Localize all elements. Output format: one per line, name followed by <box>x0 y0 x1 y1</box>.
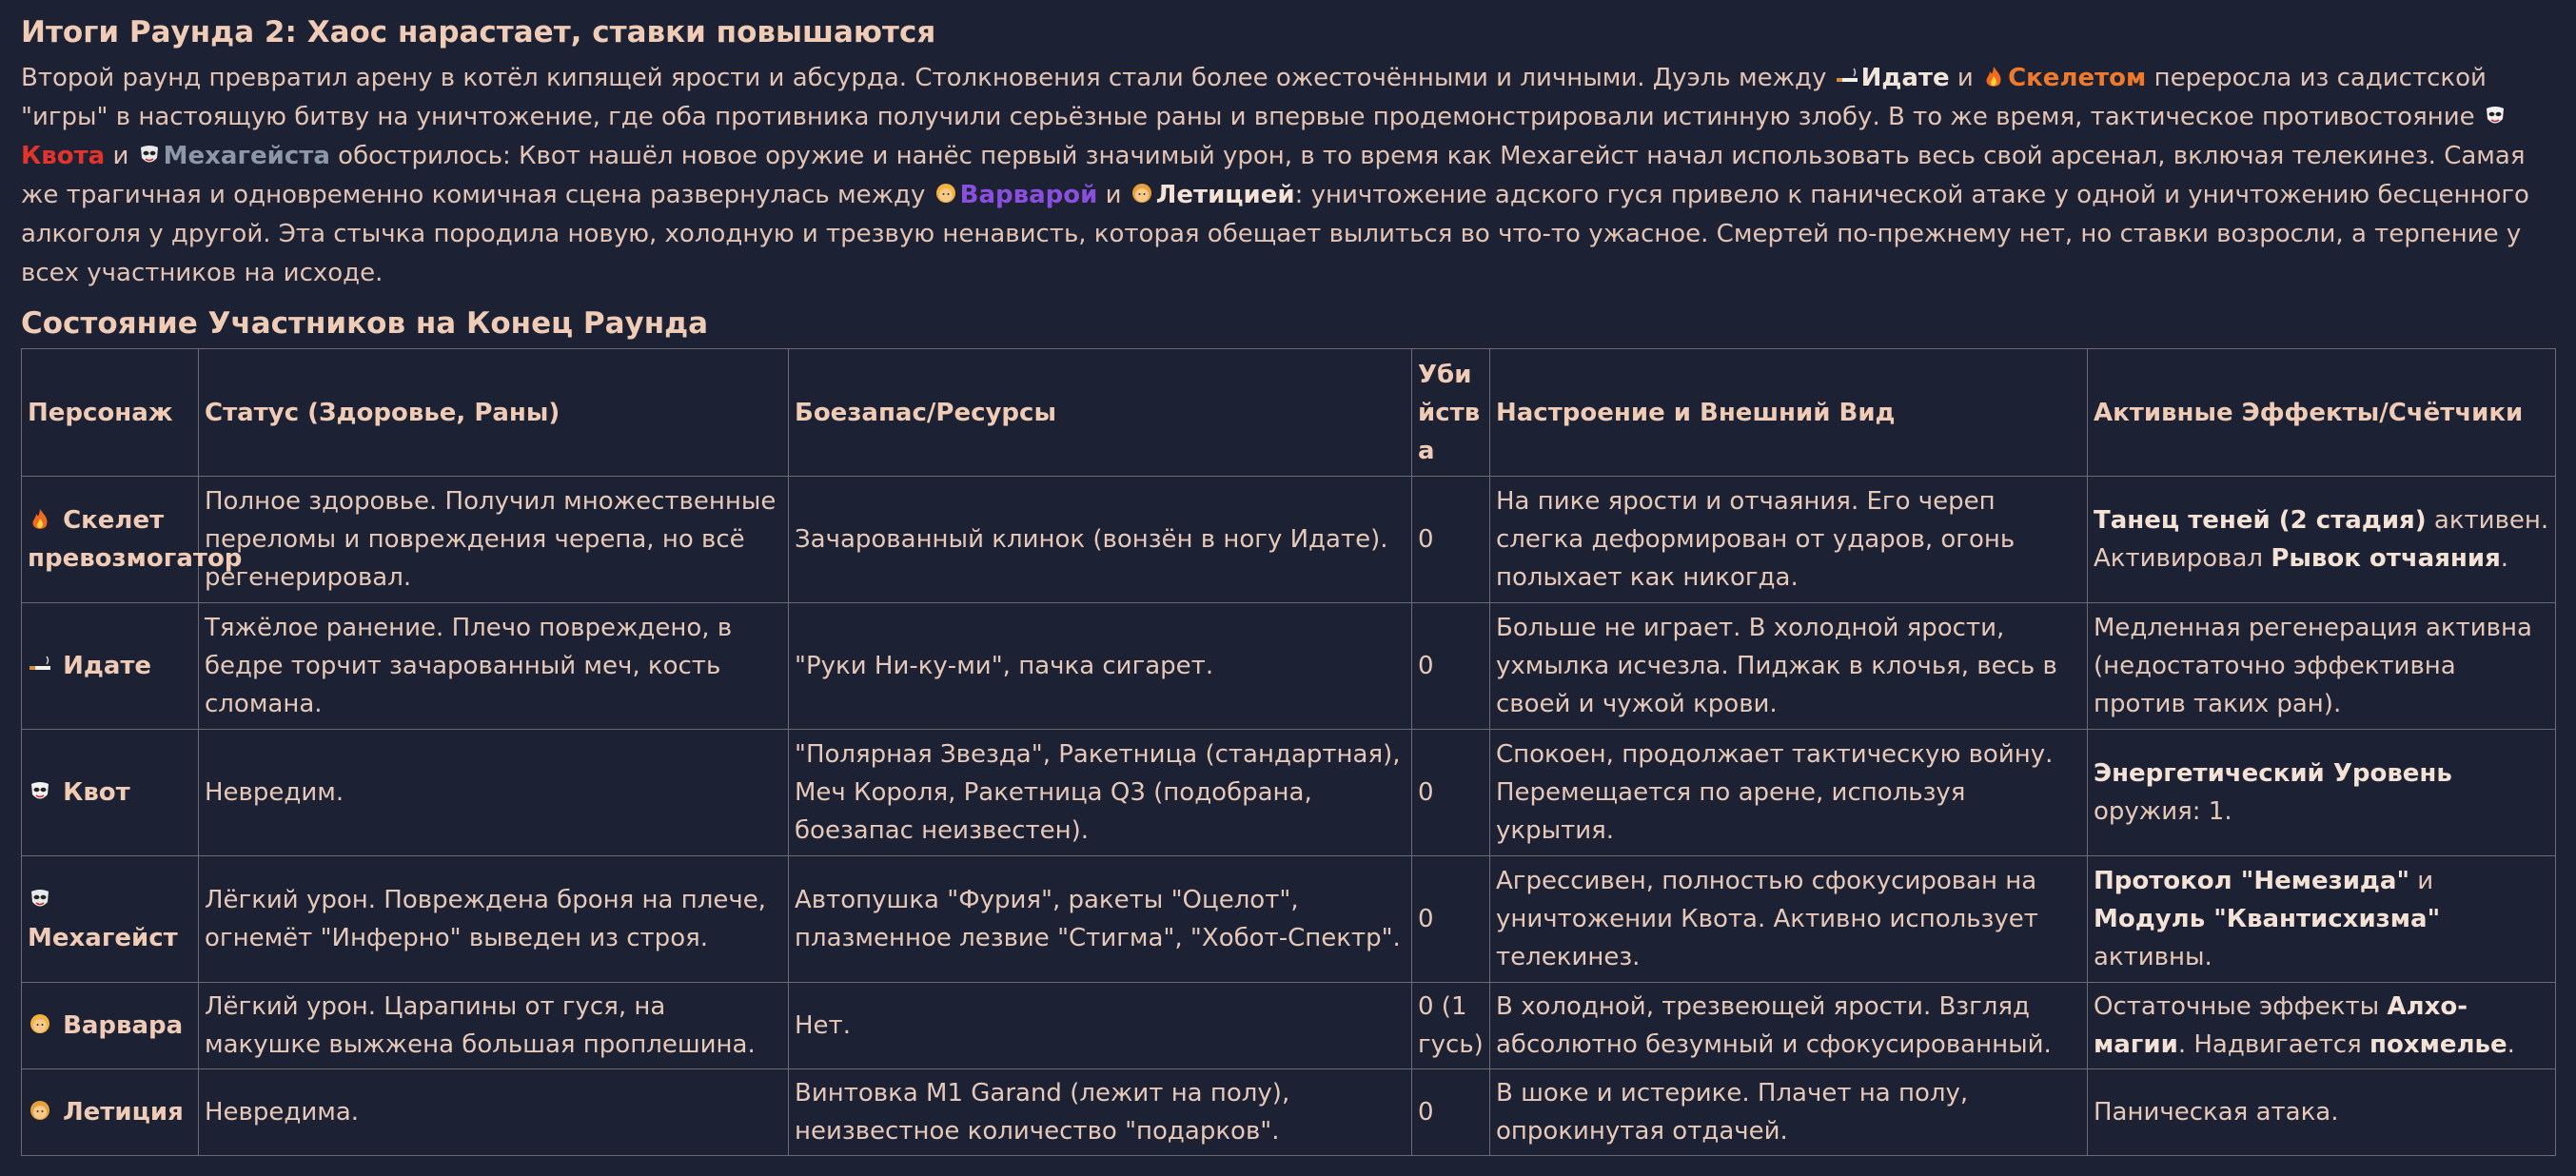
summary-text: и <box>105 142 137 170</box>
effect-text: активен. Активировал <box>2094 506 2549 573</box>
status-cell: Лёгкий урон. Повреждена броня на плече, огнемёт "Инферно" выведен из строя. <box>199 856 789 983</box>
summary-text: Второй раунд превратил арену в котёл кипящей ярости и абсурда. Столкновения стали более ожесточёнными и личными. Дуэль между <box>21 64 1835 92</box>
mood-cell: В шоке и истерике. Плачет на полу, опрокинутая отдачей. <box>1490 1069 2088 1156</box>
character-name: Идате <box>63 652 152 680</box>
table-row <box>22 730 2556 856</box>
woman-icon <box>28 1012 52 1037</box>
effect-text: . Надвигается <box>2177 1030 2370 1059</box>
header-mood: Настроение и Внешний Вид <box>1490 349 2088 477</box>
effects-cell <box>2088 983 2556 1069</box>
round-heading: Итоги Раунда 2: Хаос нарастает, ставки повышаются <box>21 15 936 49</box>
character-cell <box>22 1069 199 1156</box>
mood-cell: Агрессивен, полностью сфокусирован на уничтожении Квота. Активно использует телекинез. <box>1490 856 2088 983</box>
effect-name: Танец теней (2 стадия) <box>2094 506 2427 535</box>
round-summary <box>21 59 2555 293</box>
summary-text: и <box>1949 64 1982 92</box>
girl-icon <box>28 1099 52 1124</box>
fire-icon <box>1981 65 2006 89</box>
fire-icon <box>28 507 52 532</box>
ammo-cell: "Полярная Звезда", Ракетница (стандартная), Меч Короля, Ракетница Q3 (подобрана, боезапас неизвестен). <box>789 730 1412 856</box>
effect-name: похмелье <box>2369 1030 2507 1059</box>
ammo-cell: "Руки Ни-ку-ми", пачка сигарет. <box>789 603 1412 730</box>
name-meha: Мехагейста <box>163 142 330 170</box>
table-row <box>22 856 2556 983</box>
effect-name: Протокол "Немезида" <box>2094 867 2410 895</box>
effects-cell: Паническая атака. <box>2088 1069 2556 1156</box>
table-row <box>22 1069 2556 1156</box>
mood-cell: В холодной, трезвеющей ярости. Взгляд абсолютно безумный и сфокусированный. <box>1490 983 2088 1069</box>
robot-mask-icon <box>137 143 162 167</box>
table-row <box>22 477 2556 603</box>
status-cell: Невредим. <box>199 730 789 856</box>
name-idate: Идате <box>1860 64 1950 92</box>
character-cell <box>22 603 199 730</box>
effect-text: оружия: 1. <box>2094 797 2232 826</box>
effect-text: и <box>2409 867 2434 895</box>
character-name: Варвара <box>63 1011 184 1040</box>
kills-cell: 0 (1 гусь) <box>1412 983 1490 1069</box>
mood-cell: Спокоен, продолжает тактическую войну. Перемещается по арене, используя укрытия. <box>1490 730 2088 856</box>
status-cell: Невредима. <box>199 1069 789 1156</box>
ammo-cell: Нет. <box>789 983 1412 1069</box>
effects-cell <box>2088 477 2556 603</box>
character-name: Мехагейст <box>28 924 178 952</box>
name-varvara: Варварой <box>959 181 1098 209</box>
character-name: Квот <box>63 778 130 807</box>
mood-cell: Больше не играет. В холодной ярости, ухмылка исчезла. Пиджак в клочья, весь в своей и чужой крови. <box>1490 603 2088 730</box>
summary-text: обострилось: Квот нашёл новое оружие и нанёс первый значимый урон, в то время как Мехагейст начал использовать весь свой арсенал, включая телекинез. Самая же трагичная и одновременно комичная сцена развернулась между <box>21 142 2526 209</box>
participants-table <box>21 348 2556 1156</box>
mask-icon <box>28 779 52 804</box>
robot-mask-icon <box>28 887 52 911</box>
effect-name: Алхо-магии <box>2094 992 2468 1059</box>
effects-cell <box>2088 730 2556 856</box>
summary-text: и <box>1097 181 1130 209</box>
header-character: Персонаж <box>22 349 199 477</box>
effect-text: Остаточные эффекты <box>2094 992 2388 1021</box>
cigarette-icon <box>1835 65 1859 89</box>
character-cell <box>22 477 243 603</box>
table-row <box>22 983 2556 1069</box>
ammo-cell: Зачарованный клинок (вонзён в ногу Идате). <box>789 477 1412 603</box>
ammo-cell: Винтовка M1 Garand (лежит на полу), неизвестное количество "подарков". <box>789 1069 1412 1156</box>
table-header-row <box>22 349 2556 477</box>
effects-cell: Медленная регенерация активна (недостаточно эффективна против таких ран). <box>2088 603 2556 730</box>
table-row <box>22 603 2556 730</box>
character-cell <box>22 730 199 856</box>
status-cell: Тяжёлое ранение. Плечо повреждено, в бедре торчит зачарованный меч, кость сломана. <box>199 603 789 730</box>
summary-text: : уничтожение адского гуся привело к панической атаке у одной и уничтожению бесценного алкоголя у другой. Эта стычка породила новую, холодную и трезвую ненависть, которая обещает вылиться во что-то ужасное. Смертей по-прежнему нет, но ставки возросли, а терпение у всех участников на исходе. <box>21 181 2529 287</box>
header-kills: Убийства <box>1412 349 1490 477</box>
character-name: Скелет превозмогатор <box>28 506 243 573</box>
effect-name: Модуль "Квантисхизма" <box>2094 905 2441 933</box>
effect-name: Рывок отчаяния <box>2271 544 2501 573</box>
summary-text: переросла из садистской "игры" в настоящую битву на уничтожение, где оба противника получили серьёзные раны и впервые продемонстрировали истинную злобу. В то же время, тактическое противостояние <box>21 64 2487 131</box>
status-cell: Лёгкий урон. Царапины от гуся, на макушке выжжена большая проплешина. <box>199 983 789 1069</box>
header-status: Статус (Здоровье, Раны) <box>199 349 789 477</box>
kills-cell: 0 <box>1412 1069 1490 1156</box>
effects-cell <box>2088 856 2556 983</box>
name-skeleton: Скелетом <box>2008 64 2147 92</box>
effect-name: Энергетический Уровень <box>2094 759 2452 788</box>
effect-text: . <box>2507 1030 2515 1059</box>
effect-text: активны. <box>2094 943 2212 971</box>
girl-icon <box>1130 182 1154 206</box>
name-kvot: Квота <box>21 142 106 170</box>
header-ammo: Боезапас/Ресурсы <box>789 349 1412 477</box>
mask-icon <box>2483 104 2507 128</box>
character-cell <box>22 983 199 1069</box>
mood-cell: На пике ярости и отчаяния. Его череп слегка деформирован от ударов, огонь полыхает как никогда. <box>1490 477 2088 603</box>
name-leticia: Летицией <box>1155 181 1295 209</box>
woman-icon <box>934 182 958 206</box>
character-cell <box>22 856 199 983</box>
character-name: Летиция <box>63 1098 184 1127</box>
header-effects: Активные Эффекты/Счётчики <box>2088 349 2556 477</box>
ammo-cell: Автопушка "Фурия", ракеты "Оцелот", плазменное лезвие "Стигма", "Хобот-Спектр". <box>789 856 1412 983</box>
cigarette-icon <box>28 653 52 677</box>
kills-cell: 0 <box>1412 477 1490 603</box>
kills-cell: 0 <box>1412 603 1490 730</box>
kills-cell: 0 <box>1412 730 1490 856</box>
kills-cell: 0 <box>1412 856 1490 983</box>
effect-text: . <box>2500 544 2509 573</box>
state-heading: Состояние Участников на Конец Раунда <box>21 306 709 341</box>
status-cell: Полное здоровье. Получил множественные переломы и повреждения черепа, но всё регенерировал. <box>199 477 789 603</box>
